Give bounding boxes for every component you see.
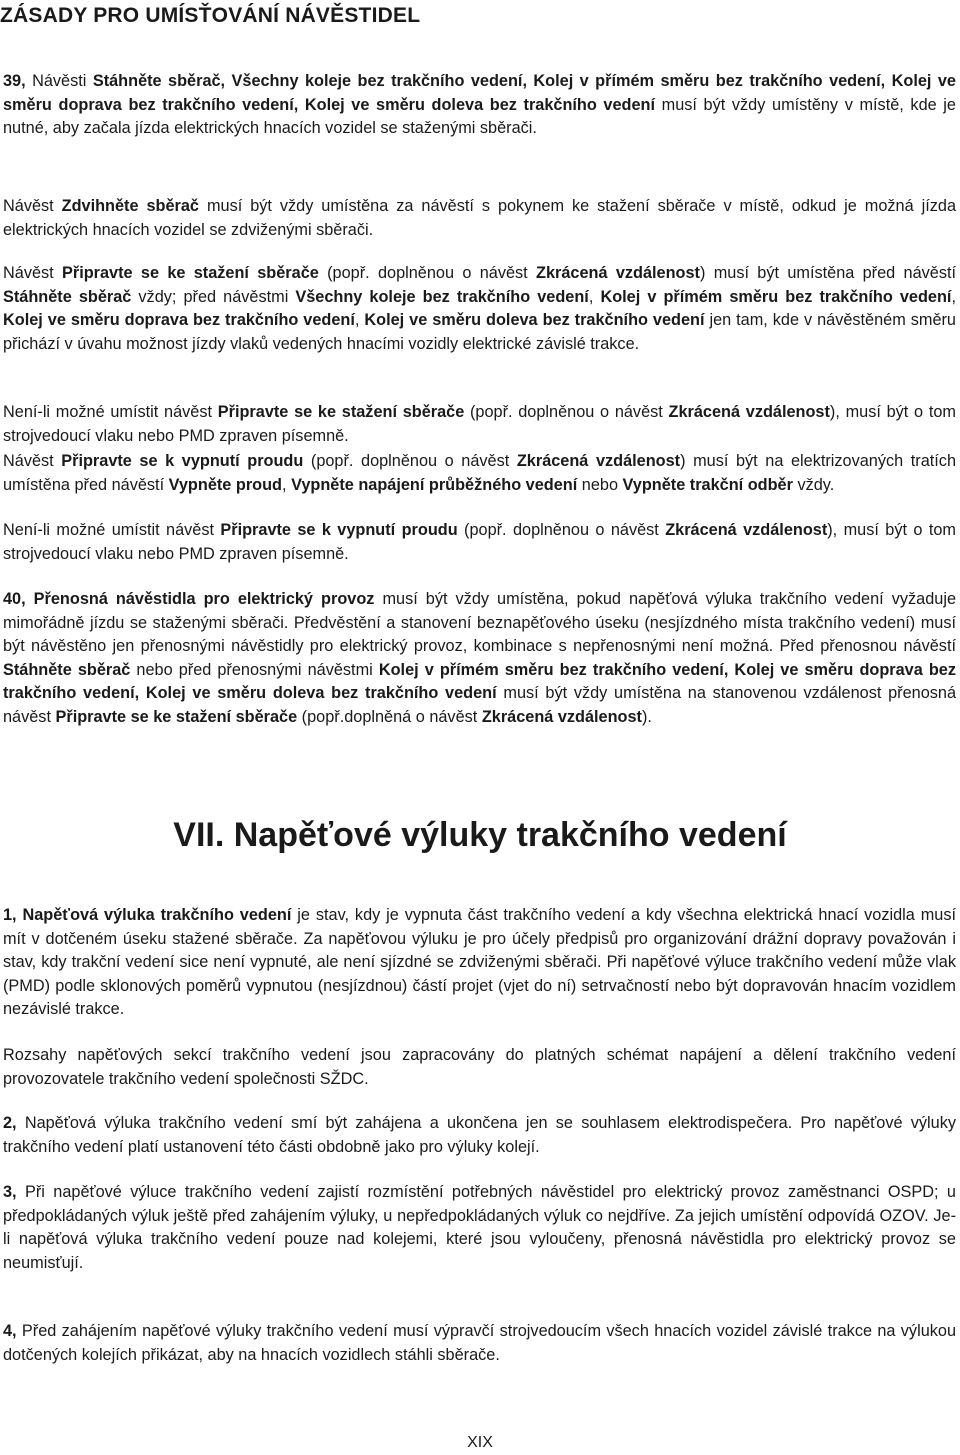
bold-text-run: 1, Napěťová výluka trakčního vedení xyxy=(3,906,292,924)
bold-text-run: Připravte se ke stažení sběrače xyxy=(62,264,319,282)
paragraph-3 xyxy=(3,1181,956,1275)
text-run: , xyxy=(951,287,956,306)
text-run: Před zahájením napěťové výluky trakčního vedení musí výpravčí strojvedoucím všech hnacích vozidel závislé trakce na výlukou dotčených kolejích přikázat, aby na hnacích vozidlech stáhli sběrače. xyxy=(3,1322,956,1364)
text-run: je stav, kdy je vypnuta část trakčního vedení a kdy všechna elektrická hnací vozidla musí mít v dotčeném úseku stažené sběrače. Za napěťovou výluku je pro účely předpisů pro organizování drážní dopravy považován i stav, kdy trakční vedení sice není vypnuté, ale není sjízdné se zdviženými sběrači. Při napěťové výluce trakčního vedení může vlak (PMD) podle sklonových poměrů vypnutou (nesjízdnou) částí projet (vjet do ní) setrvačností nebo být dopravován hnacím vozidlem nezávislé trakce. xyxy=(3,906,957,1018)
bold-text-run: Zkrácená vzdálenost xyxy=(665,521,828,539)
paragraph-4 xyxy=(3,1320,956,1367)
bold-text-run: Zkrácená vzdálenost xyxy=(481,707,642,726)
text-run: (popř. doplněnou o návěst xyxy=(464,403,669,421)
paragraph-1-rozsahy xyxy=(3,1044,956,1091)
text-run: , xyxy=(588,287,601,306)
paragraph-1 xyxy=(3,904,956,1022)
bold-text-run: 2, xyxy=(3,1114,25,1132)
text-run: musí být vždy umístěna za návěstí s pokynem ke stažení sběrače v místě, odkud je možná jízda elektrických hnacích vozidel se zdviženými sběrači. xyxy=(3,197,957,239)
text-run: (popř. doplněnou o návěst xyxy=(457,521,666,539)
bold-text-run: Stáhněte sběrač, Všechny koleje bez trakčního vedení, Kolej v přímém směru bez trakčního vedení, Kolej ve směru doprava bez trakčního vedení, Kolej ve směru doleva bez trakčního vedení xyxy=(3,72,956,114)
text-run: musí být vždy umístěna na stanovenou vzdálenost přenosná návěst xyxy=(3,684,956,726)
text-run: , xyxy=(354,311,365,329)
bold-text-run: 3, xyxy=(3,1183,25,1201)
page-heading: ZÁSADY PRO UMÍSŤOVÁNÍ NÁVĚSTIDEL xyxy=(0,4,421,27)
text-run: Návěsti xyxy=(32,72,93,90)
text-run: vždy; před návěstmi xyxy=(131,287,296,306)
text-run: Návěst xyxy=(3,264,62,282)
bold-text-run: Zdvihněte sběrač xyxy=(61,197,199,215)
text-run: (popř. doplněnou o návěst xyxy=(318,264,536,282)
bold-text-run: Vypněte napájení průběžného vedení xyxy=(291,475,578,494)
text-run: Návěst xyxy=(3,197,62,215)
page-number: XIX xyxy=(467,1434,493,1451)
bold-text-run: Zkrácená vzdálenost xyxy=(516,452,681,470)
bold-text-run: 4, xyxy=(3,1322,22,1340)
bold-text-run: Kolej ve směru doprava bez trakčního vedení xyxy=(3,311,355,329)
paragraph-zdvihnete-sberac xyxy=(3,195,956,242)
text-run: nebo xyxy=(577,475,623,494)
bold-text-run: 39, xyxy=(3,72,33,90)
section-title: VII. Napěťové výluky trakčního vedení xyxy=(173,816,787,854)
paragraph-2 xyxy=(3,1112,956,1159)
paragraph-39 xyxy=(3,70,956,141)
bold-text-run: Všechny koleje bez trakčního vedení xyxy=(295,287,589,306)
bold-text-run: Vypněte trakční odběr xyxy=(622,475,793,494)
text-run: Není-li možné umístit návěst xyxy=(3,403,218,421)
text-run: musí být vždy umístěny v místě, kde je nutné, aby začala jízda elektrických hnacích vozidel se staženými sběrači. xyxy=(3,95,956,137)
paragraph-neni-li-mozne-2 xyxy=(3,519,956,566)
bold-text-run: Připravte se k vypnutí proudu xyxy=(220,521,458,539)
text-run: ), musí být o tom strojvedoucí vlaku nebo PMD zpraven písemně. xyxy=(3,521,956,563)
text-run: nebo před přenosnými návěstmi xyxy=(130,660,379,679)
text-run: vždy. xyxy=(792,475,835,494)
bold-text-run: Připravte se ke stažení sběrače xyxy=(217,403,465,421)
bold-text-run: Připravte se ke stažení sběrače xyxy=(55,707,298,726)
text-run: (popř. doplněnou o návěst xyxy=(303,452,517,470)
text-run: Napěťová výluka trakčního vedení smí být zahájena a ukončena jen se souhlasem elektrodispečera. Pro napěťové výluky trakčního vedení platí ustanovení této části obdobně jako pro výluky kolejí. xyxy=(3,1114,956,1156)
bold-text-run: 40, Přenosná návěstidla pro elektrický provoz xyxy=(3,590,375,608)
text-run: jen tam, kde v návěstěném směru přichází v úvahu možnost jízdy vlaků vedených hnacími vozidly elektrické závislé trakce. xyxy=(3,311,956,353)
paragraph-40 xyxy=(3,588,956,729)
text-run: Není-li možné umístit návěst xyxy=(3,521,221,539)
text-run: ), musí být o tom strojvedoucí vlaku nebo PMD zpraven písemně. xyxy=(3,403,956,445)
bold-text-run: Zkrácená vzdálenost xyxy=(536,264,700,282)
bold-text-run: Připravte se k vypnutí proudu xyxy=(61,452,304,470)
text-run: ) musí být umístěna před návěstí xyxy=(699,264,957,282)
paragraph-pripravte-se-ke-stazeni xyxy=(3,262,956,356)
text-run: ). xyxy=(641,707,652,726)
text-run: musí být vždy umístěna, pokud napěťová výluka trakčního vedení vyžaduje mimořádně jízdu se staženými sběrači. Předvěstění a stanovení beznapěťového úseku (nesjízdného místa trakčního vedení) musí být návěstěno jen přenosnými návěstidly pro elektrický provoz, kombinace s nepřenosnými není možná. Před přenosnou návěstí xyxy=(3,590,956,655)
text-run: , xyxy=(282,475,292,494)
text-run: ) musí být na elektrizovaných tratích umístěna před návěstí xyxy=(3,452,956,494)
bold-text-run: Kolej ve směru doleva bez trakčního vedení xyxy=(364,311,705,329)
bold-text-run: Stáhněte sběrač xyxy=(3,660,131,679)
text-run: Při napěťové výluce trakčního vedení zajistí rozmístění potřebných návěstidel pro elektrický provoz zaměstnanci OSPD; u předpokládaných výluk ještě před zahájením výluky, u nepředpokládaných výluk co nejdříve. Za jejich umístění odpovídá OZOV. Je-li napěťová výluka trakčního vedení pouze nad kolejemi, které jsou vyloučeny, přenosná návěstidla pro elektrický provoz se neumisťují. xyxy=(3,1183,956,1272)
paragraph-pripravte-se-k-vypnuti xyxy=(3,450,956,497)
bold-text-run: Zkrácená vzdálenost xyxy=(668,403,830,421)
paragraph-neni-li-mozne-1 xyxy=(3,401,956,448)
bold-text-run: Vypněte proud xyxy=(168,475,282,494)
bold-text-run: Kolej v přímém směru bez trakčního vedení, Kolej ve směru doprava bez trakčního vedení, Kolej ve směru doleva bez trakčního vedení xyxy=(3,660,956,702)
text-run: Rozsahy napěťových sekcí trakčního vedení jsou zapracovány do platných schémat napájení a dělení trakčního vedení provozovatele trakčního vedení společnosti SŽDC. xyxy=(3,1046,956,1088)
text-run: (popř.doplněná o návěst xyxy=(297,707,482,726)
bold-text-run: Stáhněte sběrač xyxy=(3,287,132,306)
text-run: Návěst xyxy=(3,452,62,470)
bold-text-run: Kolej v přímém směru bez trakčního vedení xyxy=(600,287,952,306)
